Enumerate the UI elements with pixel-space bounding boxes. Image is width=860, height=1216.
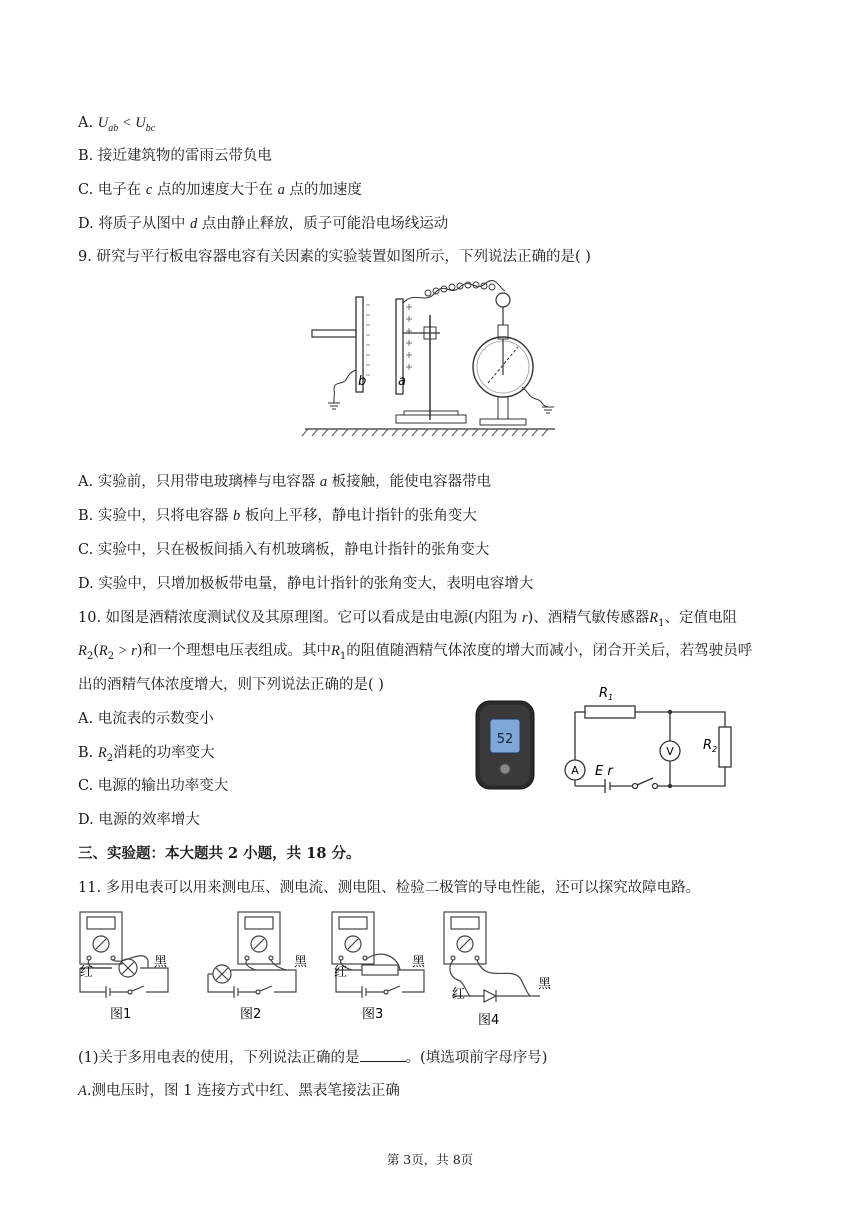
q10-line2-R1-sub: 1 (339, 650, 347, 662)
q11-sub1 (78, 1047, 547, 1068)
q9-option-a-var: a (319, 474, 328, 490)
q11-sub1-answer-blank[interactable] (360, 1047, 406, 1062)
q11-fig3-red: 红 (334, 965, 348, 980)
q10-line1-part2: )、酒精气敏传感器 (527, 610, 650, 626)
q10-option-b-R-sub: 2 (106, 752, 114, 764)
q10-line3: 出的酒精气体浓度增大，则下列说法正确的是( ) (78, 677, 384, 693)
q8-option-d-var-d: d (189, 216, 198, 232)
q11-fig1-red: 红 (80, 965, 94, 980)
q8-option-d (78, 214, 448, 234)
q9-label-a: a (398, 374, 406, 389)
q11-option-a (78, 1081, 400, 1101)
q10-option-b-prefix: B. (78, 745, 98, 761)
q10-line1-R-sub: 1 (658, 617, 665, 629)
q8-option-a-u: U (97, 115, 109, 131)
q10-line2-gt: > r (114, 643, 137, 659)
q10-line2-R-sub: 2 (86, 650, 94, 662)
q8-option-c-var-a: a (277, 182, 285, 198)
q8-option-c-var-c: c (145, 182, 153, 198)
q10-circuit-er: E r (595, 764, 613, 779)
q10-line2-R: R (78, 643, 87, 659)
q9-option-a (78, 472, 491, 492)
q8-option-a-lt: < U (118, 115, 146, 131)
q10-line2-part3: 的阻值随酒精气体浓度的增大而减小，闭合开关后，若驾驶员呼 (346, 643, 753, 659)
q8-option-c-part2: 点的加速度大于在 (152, 182, 278, 198)
q8-option-b: B. 接近建筑物的雷雨云带负电 (78, 148, 272, 164)
q10-option-d: D. 电源的效率增大 (78, 812, 200, 828)
q10-circuit-r2: $R_2$ (703, 738, 718, 754)
q10-line1-part3: 、定值电阻 (664, 610, 737, 626)
q10-option-b (78, 743, 215, 769)
q9-option-b-part1: B. 实验中，只将电容器 (78, 508, 233, 524)
q10-line2-R2: R (98, 643, 108, 659)
q8-option-d-part1: D. 将质子从图中 (78, 216, 190, 232)
q9-option-d: D. 实验中，只增加极板带电量，静电计指针的张角变大，表明电容增大 (78, 576, 534, 592)
q11-fig1-label: 图1 (110, 1007, 132, 1022)
q10-line2 (78, 641, 752, 667)
q11-fig3-black: 黑 (412, 955, 426, 970)
q8-option-c-part1: C. 电子在 (78, 182, 146, 198)
q10-line2-paren: ( (93, 643, 99, 659)
q11-fig2-black: 黑 (294, 955, 308, 970)
q11-fig4-black: 黑 (538, 977, 552, 992)
q9-option-a-part2: 板接触，能使电容器带电 (327, 474, 492, 490)
q10-circuit-r1: $R_1$ (599, 686, 614, 702)
q11-fig3 (332, 912, 424, 998)
q10-circuit-diagram (555, 682, 745, 797)
q10-line2-R2-sub: 2 (107, 650, 115, 662)
q10-line2-R1: R (330, 643, 340, 659)
q8-option-a-sub1: ab (108, 122, 119, 134)
q10-breathalyzer-device (470, 697, 542, 793)
q11-stem: 11. 多用电表可以用来测电压、测电流、测电阻、检验二极管的导电性能，还可以探究故障电路。 (78, 880, 701, 896)
q10-option-b-R: R (97, 745, 107, 761)
q9-capacitor-figure (300, 275, 560, 440)
q11-fig2 (208, 912, 296, 998)
q8-option-c-part3: 点的加速度 (284, 182, 362, 198)
q8-option-a-prefix: A. (78, 115, 98, 131)
q10-option-b-text: 消耗的功率变大 (113, 745, 215, 761)
q8-option-d-part2: 点由静止释放，质子可能沿电场线运动 (197, 216, 449, 232)
q11-fig2-label: 图2 (240, 1007, 262, 1022)
q9-option-a-part1: A. 实验前，只用带电玻璃棒与电容器 (78, 474, 320, 490)
q11-sub1-part1: (1)关于多用电表的使用，下列说法正确的是 (78, 1050, 360, 1066)
q10-line1-r: r (521, 610, 528, 626)
q10-line1 (78, 608, 737, 634)
q11-fig4-label: 图4 (478, 1013, 500, 1028)
q10-option-c: C. 电源的输出功率变大 (78, 778, 229, 794)
q9-option-b (78, 506, 477, 526)
q8-option-a-sub2: bc (145, 122, 156, 134)
q9-label-b: b (358, 374, 367, 389)
q11-option-a-letter: A (78, 1083, 87, 1099)
q11-multimeter-figures (72, 908, 562, 1030)
q11-fig1-black: 黑 (154, 955, 168, 970)
q11-sub1-part2: 。(填选项前字母序号) (405, 1050, 548, 1066)
q9-option-b-var: b (232, 508, 241, 524)
q10-option-a: A. 电流表的示数变小 (78, 711, 214, 727)
q10-line2-part2: )和一个理想电压表组成。其中 (136, 643, 331, 659)
q8-option-c (78, 180, 362, 200)
q11-fig3-label: 图3 (362, 1007, 384, 1022)
q9-stem: 9. 研究与平行板电容器电容有关因素的实验装置如图所示，下列说法正确的是( ) (78, 249, 591, 265)
q10-device-display: 52 (496, 732, 514, 747)
q11-fig4-red: 红 (452, 987, 466, 1002)
q10-line1-R: R (649, 610, 659, 626)
q8-option-a (78, 113, 155, 139)
q9-option-c: C. 实验中，只在极板间插入有机玻璃板，静电计指针的张角变大 (78, 542, 490, 558)
q10-line1-part1: 10. 如图是酒精浓度测试仪及其原理图。它可以看成是由电源(内阻为 (78, 610, 522, 626)
page-footer: 第 3页，共 8页 (386, 1152, 474, 1167)
q9-option-b-part2: 板向上平移，静电计指针的张角变大 (240, 508, 477, 524)
q11-option-a-text: .测电压时，图 1 连接方式中红、黑表笔接法正确 (86, 1083, 400, 1099)
section3-heading: 三、实验题：本大题共 2 小题，共 18 分。 (78, 845, 361, 862)
q10-circuit-ammeter: A (571, 764, 579, 777)
q10-circuit-voltmeter: V (666, 745, 674, 758)
